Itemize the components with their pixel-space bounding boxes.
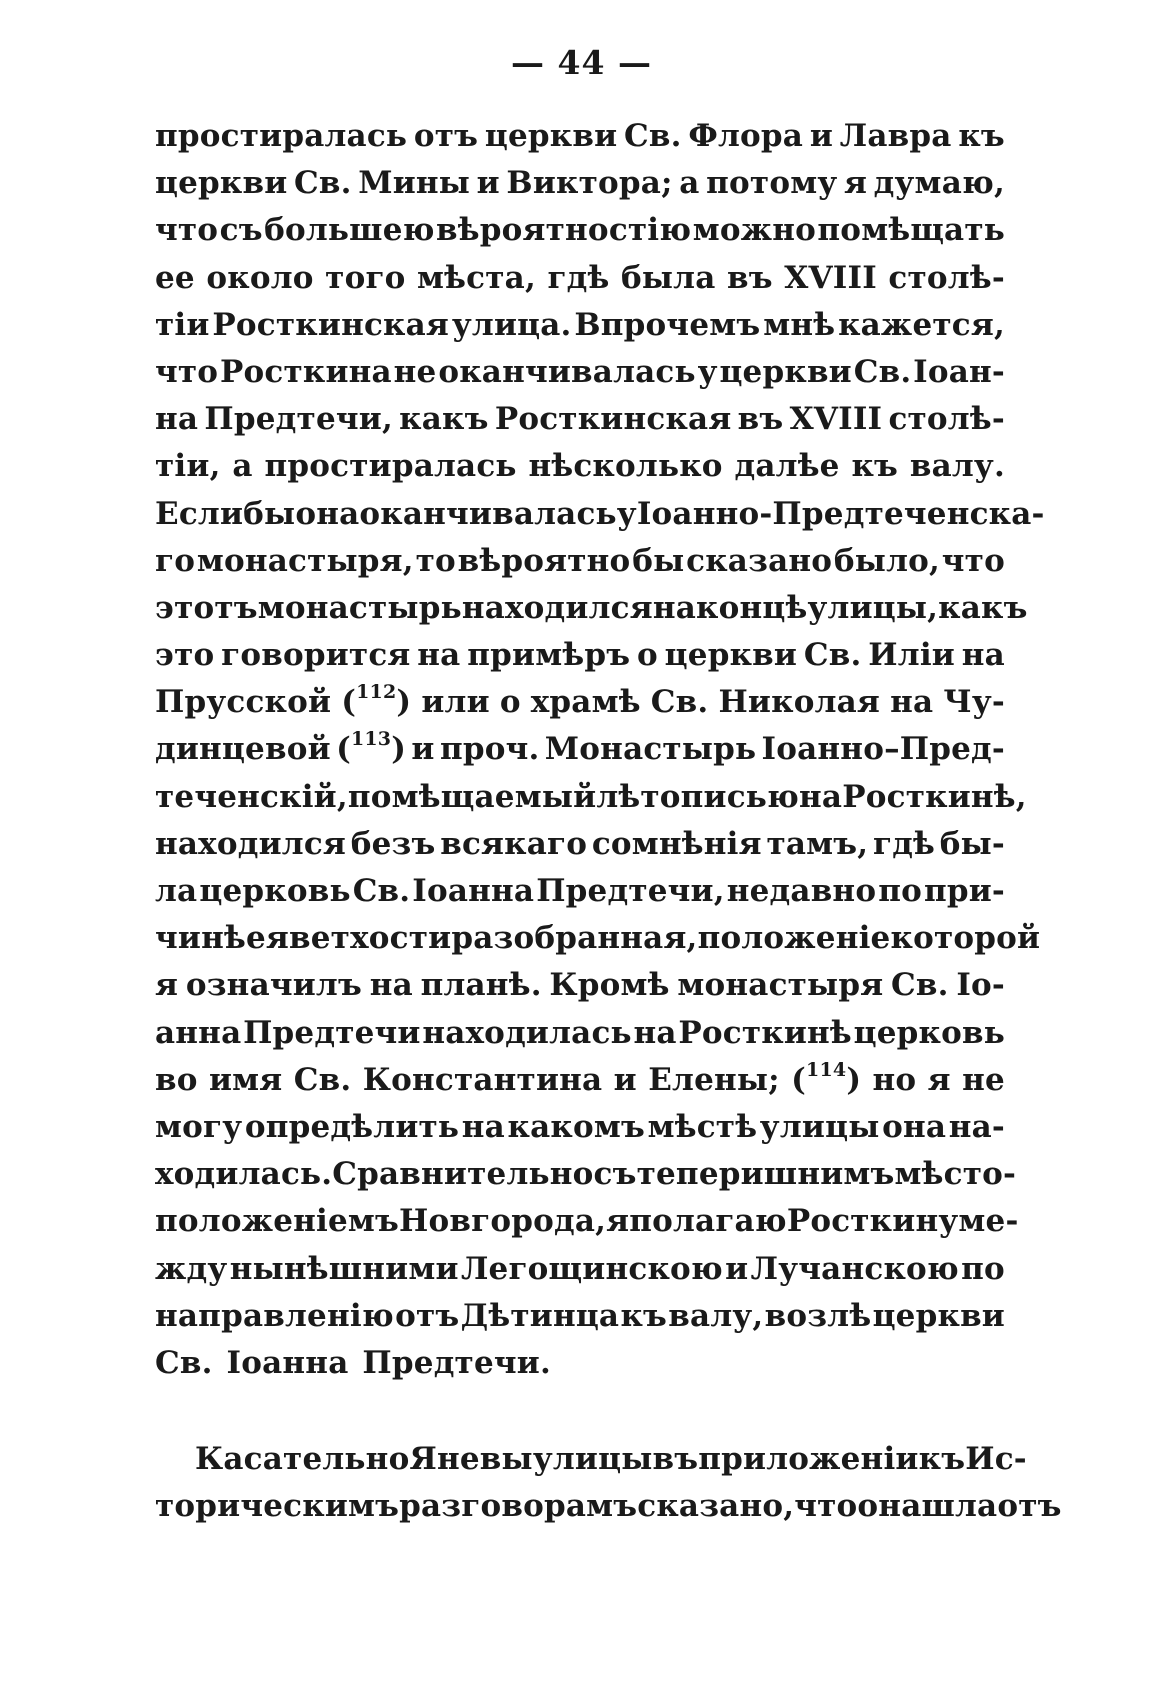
word: вѣроятно: [457, 542, 631, 579]
word: Мины: [358, 165, 471, 202]
word: сказано,: [637, 1488, 795, 1525]
word: бы-: [939, 825, 1005, 862]
text-line: [155, 160, 1005, 207]
word: ее: [155, 259, 195, 296]
word: ветхости: [289, 920, 452, 957]
word: улицы: [532, 1441, 653, 1477]
word: ме-: [958, 1203, 1019, 1240]
word: Св.: [352, 873, 411, 909]
word: Св.: [155, 1344, 213, 1381]
word: динцевой: [155, 731, 331, 768]
word: и: [809, 118, 834, 154]
word: съ: [219, 212, 263, 249]
word: простиралась: [155, 118, 408, 154]
word: Сравнительно: [332, 1156, 594, 1193]
word: Св.: [650, 684, 709, 721]
word: о: [637, 637, 658, 674]
word: Чу-: [943, 684, 1005, 721]
word: Предтечи,: [536, 873, 725, 909]
word: помѣщаемый: [347, 778, 597, 815]
word: оканчивалась: [438, 353, 696, 390]
word: на: [633, 1014, 677, 1051]
paragraph-1: [155, 113, 1045, 1387]
footnote-ref: 113: [350, 728, 392, 751]
word: тамъ,: [766, 825, 869, 862]
word: на: [461, 1108, 505, 1145]
text-line: [155, 538, 1005, 585]
word: Флора: [688, 118, 804, 154]
word: около: [206, 259, 314, 296]
word: а: [679, 165, 700, 202]
word: Росткинѣ,: [842, 778, 1027, 815]
word: простиралась: [264, 448, 517, 485]
word: церкви: [664, 637, 798, 674]
word: потому: [706, 165, 838, 202]
word: Предтечи: [243, 1014, 421, 1051]
word: Виктора;: [506, 165, 673, 202]
word: Росткинская: [494, 401, 732, 438]
word: Лавра: [839, 118, 952, 154]
word: теперишнимъ: [636, 1156, 895, 1193]
word: Св.: [624, 118, 682, 154]
word: и: [725, 1250, 749, 1287]
word: я: [843, 165, 868, 202]
word: она: [882, 1108, 947, 1145]
word: приложенiи: [698, 1441, 919, 1477]
word: Iоанна: [226, 1344, 349, 1381]
word: Iоанно–Пред-: [761, 731, 1005, 768]
text-line: [155, 679, 1005, 726]
word: Росткинская: [212, 306, 450, 343]
word: улицы,: [807, 589, 939, 626]
text-line: [155, 207, 1005, 254]
word: Впрочемъ: [574, 306, 761, 343]
word: Св.: [891, 967, 949, 1004]
word: думаю,: [873, 165, 1005, 202]
word: большею: [264, 212, 435, 249]
word: Iоанна: [412, 873, 535, 909]
word: она: [295, 495, 360, 532]
word: ла: [155, 873, 198, 909]
word: Ис-: [965, 1441, 1027, 1477]
word: Росткину: [786, 1203, 959, 1240]
text-line: [155, 1293, 1005, 1340]
text-line: [155, 821, 1005, 868]
word: нѣсколько: [528, 448, 723, 485]
word: Iоанно-Предтеченска-: [636, 495, 1045, 532]
text-line: [155, 396, 1005, 443]
word: Николая: [718, 684, 881, 721]
word: тiи,: [155, 448, 221, 485]
word: на: [369, 967, 413, 1004]
word: Монастырь: [544, 731, 757, 768]
text-line: [155, 491, 1045, 538]
text-line: [155, 1151, 1017, 1198]
word: на: [799, 778, 843, 815]
word: Елены;: [648, 1061, 780, 1098]
text-line: [155, 774, 1027, 821]
text-line: [155, 632, 1005, 679]
word: отъ: [997, 1488, 1062, 1525]
word: Константина: [362, 1061, 603, 1098]
text-line: [155, 443, 1005, 490]
text-line: [155, 1057, 1005, 1104]
word: разговорамъ: [399, 1488, 638, 1525]
word: церкви: [719, 353, 852, 390]
text-line: [155, 255, 1005, 302]
word: о: [499, 684, 521, 721]
word: Прусской: [155, 684, 332, 721]
word: Предтечи,: [204, 401, 393, 438]
word: говорится: [221, 637, 411, 674]
word: съ: [593, 1156, 637, 1193]
word: а: [232, 448, 253, 485]
word: къ: [620, 1297, 668, 1334]
word: сомнѣнiя: [591, 825, 762, 862]
word: церкви: [484, 118, 618, 154]
word: на: [890, 684, 934, 721]
word: на: [961, 637, 1005, 674]
word: вѣроятностiю: [436, 212, 692, 249]
word: нынѣшними: [229, 1250, 459, 1287]
word: что: [941, 542, 1005, 579]
word: того: [325, 259, 406, 296]
page-number: — 44 —: [511, 43, 652, 82]
word: возлѣ: [764, 1297, 872, 1334]
word: на: [417, 637, 461, 674]
text-line: [155, 962, 1005, 1009]
text-line: [155, 726, 1005, 773]
word: храмѣ: [530, 684, 641, 721]
word: Лучанскою: [750, 1250, 959, 1287]
word: направленiю: [155, 1297, 394, 1334]
word: отъ: [413, 118, 479, 154]
word: теченскiй,: [155, 778, 348, 815]
footnote-ref: 112: [356, 681, 397, 704]
word: можно: [692, 212, 816, 249]
word: полагаю: [629, 1203, 787, 1240]
word: ходилась.: [155, 1156, 333, 1193]
word: къ: [918, 1441, 966, 1477]
word: ($^{114}$): [791, 1058, 862, 1098]
word: которой: [890, 920, 1041, 957]
word: могу: [155, 1108, 243, 1145]
word: кажется,: [838, 306, 1005, 343]
text-line: [155, 113, 1005, 160]
word: шла: [921, 1488, 998, 1525]
word: оканчивалась: [359, 495, 617, 532]
word: Iоан-: [913, 353, 1005, 390]
text-line: [155, 302, 1005, 349]
word: далѣе: [734, 448, 840, 485]
word: что: [155, 353, 219, 390]
word: ея: [245, 920, 290, 957]
word: была: [621, 259, 716, 296]
word: Касательно: [195, 1441, 410, 1477]
word: и: [411, 731, 435, 768]
word: какъ: [938, 589, 1028, 626]
word: лѣтописью: [596, 778, 800, 815]
word: на: [652, 589, 697, 626]
word: гдѣ: [547, 259, 610, 296]
word: Iо-: [956, 967, 1005, 1004]
word: мѣста,: [417, 259, 536, 296]
word: го: [155, 542, 196, 579]
word: что: [155, 212, 219, 249]
word: какомъ: [507, 1108, 645, 1145]
text-line: [155, 585, 1028, 632]
word: находился: [461, 589, 653, 626]
word: монастыря: [677, 967, 884, 1004]
word: монастыря,: [196, 542, 414, 579]
word: во: [155, 1061, 198, 1098]
text-line: [155, 349, 1005, 396]
word: концѣ: [696, 589, 808, 626]
word: у: [697, 353, 718, 390]
word: Кромѣ: [549, 967, 670, 1004]
word: ($^{112}$): [341, 681, 412, 721]
word: я: [606, 1203, 630, 1240]
word: въ: [652, 1441, 699, 1477]
word: примѣръ: [467, 637, 631, 674]
word: Св.: [293, 1061, 352, 1098]
word: что: [794, 1488, 858, 1525]
word: она: [857, 1488, 922, 1525]
word: по: [961, 1250, 1005, 1287]
word: планѣ.: [420, 967, 542, 1004]
word: но: [872, 1061, 917, 1098]
word: мнѣ: [763, 306, 836, 343]
word: безъ: [350, 825, 436, 862]
text-line: [155, 1198, 1019, 1245]
word: положенiемъ: [155, 1203, 400, 1240]
word: разобранная,: [451, 920, 698, 957]
footnote-ref: 114: [806, 1058, 847, 1081]
text-line: [155, 868, 1005, 915]
word: при-: [923, 873, 1005, 909]
word: церкви: [872, 1297, 1005, 1334]
word: я: [155, 967, 179, 1004]
word: на: [155, 401, 199, 438]
word: положенiе: [697, 920, 891, 957]
word: находилась: [422, 1014, 632, 1051]
word: мѣстѣ: [647, 1108, 758, 1145]
word: ($^{113}$): [336, 728, 407, 768]
word: было,: [833, 542, 941, 579]
word: у: [616, 495, 637, 532]
word: Илiи: [868, 637, 955, 674]
word: Легощинскою: [460, 1250, 723, 1287]
word: Св.: [803, 637, 862, 674]
text-line: [155, 1010, 1005, 1057]
word: или: [421, 684, 490, 721]
word: къ: [958, 118, 1005, 154]
text-line: [155, 1436, 1027, 1483]
word: XVIII: [789, 401, 883, 438]
word: не: [962, 1061, 1005, 1098]
word: и: [476, 165, 500, 202]
word: чинѣ: [155, 920, 246, 957]
word: Св.: [294, 165, 352, 202]
word: улицы: [759, 1108, 880, 1145]
text-line: [155, 1483, 1062, 1530]
text-line: [155, 915, 1041, 962]
word: это: [155, 637, 215, 674]
word: всякаго: [440, 825, 588, 862]
word: означилъ: [185, 967, 362, 1004]
word: мѣсто-: [894, 1156, 1017, 1193]
word: въ: [737, 401, 784, 438]
word: къ: [851, 448, 899, 485]
paragraph-2: [155, 1436, 1062, 1530]
word: гдѣ: [873, 825, 936, 862]
text-line: [155, 1104, 1005, 1151]
word: Дѣтинца: [460, 1297, 620, 1334]
word: тiи: [155, 306, 210, 343]
text-line: [155, 1340, 1005, 1387]
word: помѣщать: [817, 212, 1005, 249]
word: проч.: [439, 731, 540, 768]
word: въ: [727, 259, 773, 296]
word: улица.: [451, 306, 572, 343]
word: торическимъ: [155, 1488, 400, 1525]
word: и: [613, 1061, 637, 1098]
word: столѣ-: [888, 401, 1005, 438]
word: Предтечи.: [362, 1344, 551, 1381]
word: какъ: [399, 401, 489, 438]
word: церковь: [199, 873, 351, 909]
word: отъ: [395, 1297, 460, 1334]
word: по: [878, 873, 922, 909]
word: Яневы: [409, 1441, 533, 1477]
word: XVIII: [784, 259, 877, 296]
word: Росткинѣ: [678, 1014, 852, 1051]
word: анна: [155, 1014, 242, 1051]
word: то: [415, 542, 456, 579]
word: на-: [948, 1108, 1005, 1145]
text-line: [155, 1246, 1005, 1293]
word: валу,: [668, 1297, 764, 1334]
word: этотъ: [155, 589, 258, 626]
word: имя: [208, 1061, 283, 1098]
word: монастырь: [257, 589, 462, 626]
word: не: [393, 353, 437, 390]
word: Св.: [853, 353, 912, 390]
word: опредѣлить: [244, 1108, 460, 1145]
word: церковь: [853, 1014, 1005, 1051]
word: находился: [155, 825, 347, 862]
word: Еслибы: [155, 495, 296, 532]
word: жду: [155, 1250, 228, 1287]
word: я: [927, 1061, 951, 1098]
word: недавно: [726, 873, 877, 909]
word: валу.: [909, 448, 1005, 485]
word: сказано: [686, 542, 833, 579]
word: церкви: [155, 165, 288, 202]
word: Росткина: [220, 353, 392, 390]
word: бы: [632, 542, 685, 579]
word: Новгорода,: [399, 1203, 607, 1240]
word: столѣ-: [888, 259, 1005, 296]
